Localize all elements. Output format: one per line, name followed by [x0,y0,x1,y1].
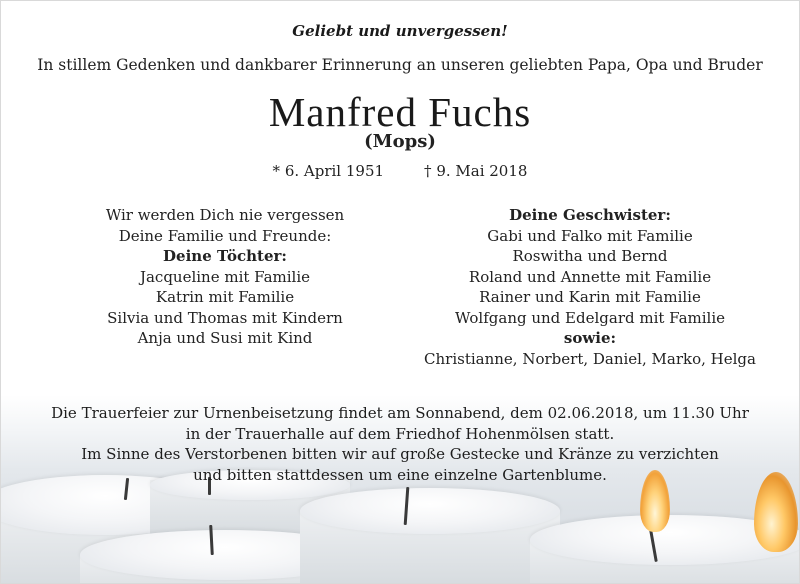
candle-center [300,488,560,534]
motto: Geliebt und unvergessen! [292,22,508,40]
family-member: Anja und Susi mit Kind [137,329,313,347]
life-dates [0,162,800,180]
deceased-name: Manfred Fuchs [268,89,532,135]
funeral-line: in der Trauerhalle auf dem Friedhof Hohenmölsen statt. [185,424,615,443]
family-member: Gabi und Falko mit Familie [487,226,693,245]
family-member: Silvia und Thomas mit Kindern [107,308,343,327]
intro-text: In stillem Gedenken und dankbarer Erinnerung an unseren geliebten Papa, Opa und Bruder [37,56,763,74]
family-member: Rainer und Karin mit Familie [479,288,701,306]
birth-date: * 6. April 1951 [272,162,385,180]
funeral-line: Die Trauerfeier zur Urnenbeisetzung findet am Sonnabend, dem 02.06.2018, um 11.30 Uhr [51,404,749,422]
family-column-left [70,205,380,349]
siblings-heading: Deine Geschwister: [509,206,671,224]
family-column-right [420,205,760,369]
family-member: Jacqueline mit Familie [139,267,311,286]
death-date: † 9. Mai 2018 [424,162,528,180]
funeral-line: und bitten stattdessen um eine einzelne Gartenblume. [193,465,607,484]
family-member: Roland und Annette mit Familie [468,267,712,286]
family-member: Wolfgang und Edelgard mit Familie [455,308,725,327]
family-friends-line: Deine Familie und Freunde: [118,226,332,245]
also-names: Christianne, Norbert, Daniel, Marko, Helga [424,349,756,368]
tribute-line: Wir werden Dich nie vergessen [105,206,345,224]
daughters-heading: Deine Töchter: [163,247,287,265]
funeral-information [0,403,800,485]
family-member: Roswitha und Bernd [512,247,668,265]
funeral-line: Im Sinne des Verstorbenen bitten wir auf große Gestecke und Kränze zu verzichten [81,445,719,463]
nickname: (Mops) [364,131,436,152]
also-heading: sowie: [563,329,617,347]
family-member: Katrin mit Familie [155,288,295,306]
